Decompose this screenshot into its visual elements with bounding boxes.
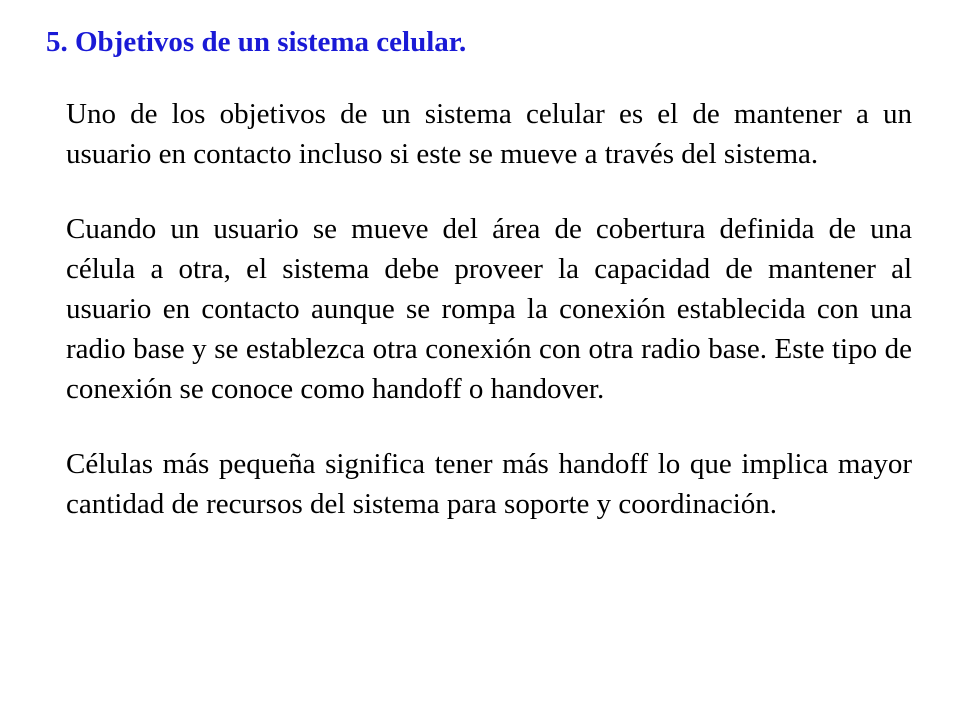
- paragraph-handoff: Cuando un usuario se mueve del área de cobertura definida de una célula a otra, el sistema debe proveer la capacidad de mantener al usuario en contacto aunque se rompa la conexión establecida con una radio base y se establezca otra conexión con otra radio base. Este tipo de conexión se conoce como handoff o handover.: [66, 213, 912, 405]
- paragraph-small-cells: Células más pequeña significa tener más handoff lo que implica mayor cantidad de recursos del sistema para soporte y coordinación.: [66, 448, 912, 520]
- paragraph-objective: Uno de los objetivos de un sistema celular es el de mantener a un usuario en contacto incluso si este se mueve a través del sistema.: [66, 98, 912, 170]
- slide-body: [66, 94, 912, 559]
- slide-title: 5. Objetivos de un sistema celular.: [46, 26, 467, 58]
